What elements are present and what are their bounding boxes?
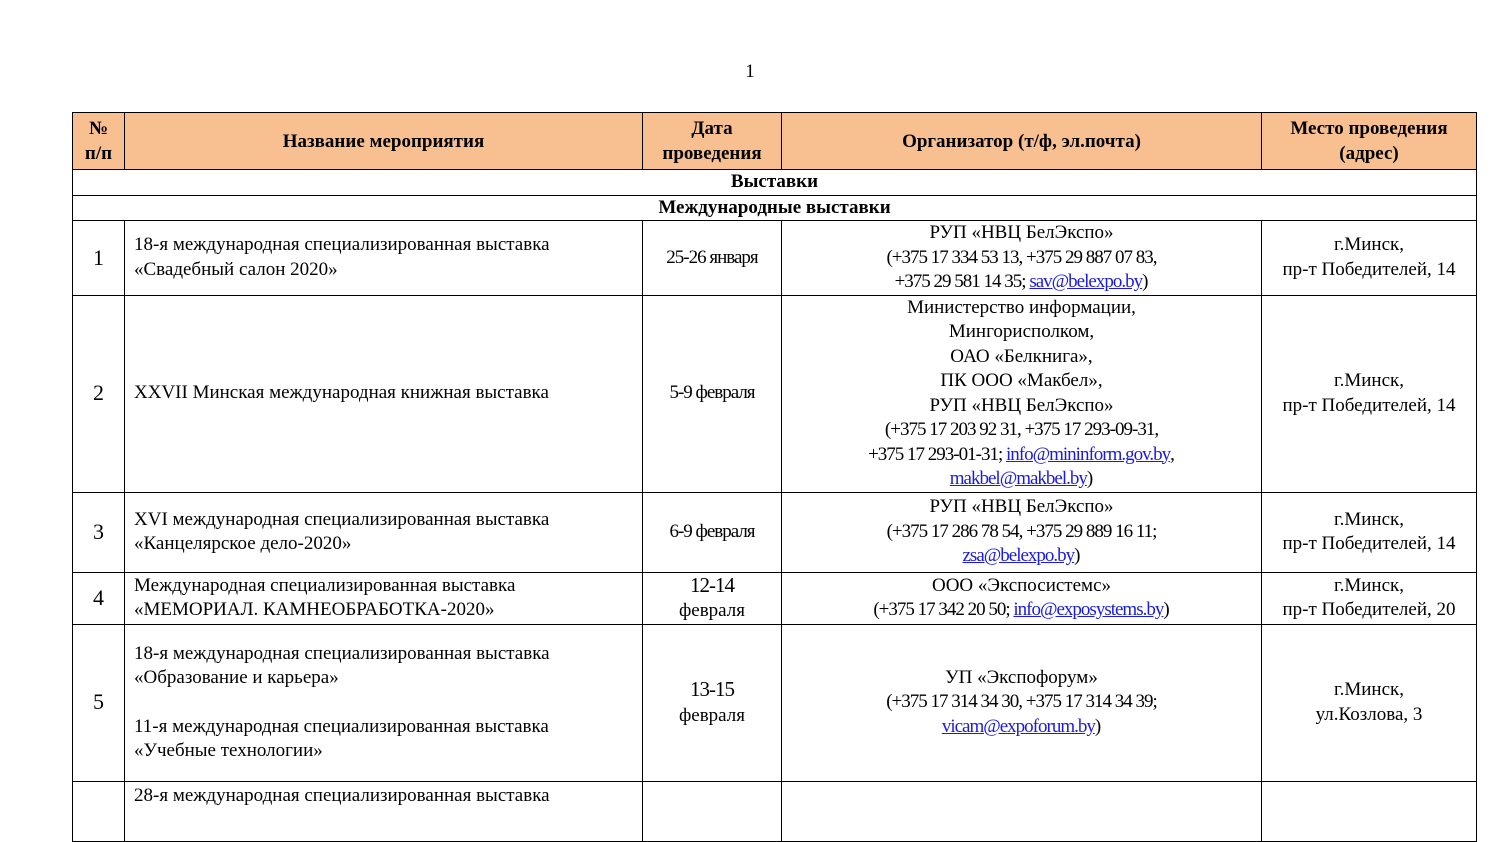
section-row-exhibitions	[73, 170, 1477, 196]
table-row	[73, 781, 1477, 841]
table-row	[73, 221, 1477, 296]
row-number	[73, 781, 125, 841]
event-date: 13-15 февраля	[643, 624, 782, 781]
section-title: Выставки	[73, 170, 1477, 196]
email-link[interactable]: zsa@belexpo.by	[962, 545, 1075, 567]
event-date: 5-9 февраля	[643, 295, 782, 492]
table-row	[73, 572, 1477, 624]
email-link[interactable]: makbel@makbel.by	[949, 468, 1087, 489]
event-venue: г.Минск, ул.Козлова, 3	[1262, 624, 1477, 781]
event-name: XXVII Минская международная книжная выставка	[125, 295, 643, 492]
event-organizer: ООО «Экспосистемс» (+375 17 342 20 50; info@exposystems.by)	[782, 572, 1262, 624]
event-date: 6-9 февраля	[643, 492, 782, 572]
row-number: 2	[73, 295, 125, 492]
email-link[interactable]: vicam@expoforum.by	[941, 715, 1095, 737]
row-number: 5	[73, 624, 125, 781]
page-number: 1	[745, 61, 755, 82]
header-organizer: Организатор (т/ф, эл.почта)	[782, 113, 1262, 170]
events-table	[72, 112, 1477, 842]
header-date: Дата проведения	[643, 113, 782, 170]
row-number: 4	[73, 572, 125, 624]
event-organizer: УП «Экспофорум» (+375 17 314 34 30, +375 17 314 34 39; vicam@expoforum.by)	[782, 624, 1262, 781]
email-link[interactable]: info@exposystems.by	[1013, 599, 1164, 620]
header-number: № п/п	[73, 113, 125, 170]
event-name: 18-я международная специализированная выставка «Свадебный салон 2020»	[125, 221, 643, 296]
event-date: 12-14 февраля	[643, 572, 782, 624]
section-title: Международные выставки	[73, 195, 1477, 221]
event-organizer	[782, 781, 1262, 841]
table-header-row	[73, 113, 1477, 170]
row-number: 1	[73, 221, 125, 296]
event-venue	[1262, 781, 1477, 841]
email-link[interactable]: info@mininform.gov.by	[1006, 443, 1171, 465]
event-venue: г.Минск, пр-т Победителей, 14	[1262, 221, 1477, 296]
event-venue: г.Минск, пр-т Победителей, 20	[1262, 572, 1477, 624]
event-organizer: РУП «НВЦ БелЭкспо» (+375 17 286 78 54, +375 29 889 16 11; zsa@belexpo.by)	[782, 492, 1262, 572]
event-name: XVI международная специализированная выставка «Канцелярское дело-2020»	[125, 492, 643, 572]
event-date	[643, 781, 782, 841]
event-date: 25-26 января	[643, 221, 782, 296]
event-organizer: РУП «НВЦ БелЭкспо» (+375 17 334 53 13, +375 29 887 07 83, +375 29 581 14 35; sav@belexpo.by)	[782, 221, 1262, 296]
table-row	[73, 295, 1477, 492]
event-name: 18-я международная специализированная выставка «Образование и карьера» 11-я международная специализированная выставка «Учебные технологии»	[125, 624, 643, 781]
row-number: 3	[73, 492, 125, 572]
table-row	[73, 624, 1477, 781]
event-venue: г.Минск, пр-т Победителей, 14	[1262, 295, 1477, 492]
email-link[interactable]: sav@belexpo.by	[1029, 271, 1143, 292]
event-venue: г.Минск, пр-т Победителей, 14	[1262, 492, 1477, 572]
event-organizer: Министерство информации, Мингорисполком, ОАО «Белкнига», ПК ООО «Макбел», РУП «НВЦ БелЭкспо» (+375 17 203 92 31, +375 17 293-09-31, +375 17 293-01-31; info@mininform.gov.by, makbel@makbel.by)	[782, 295, 1262, 492]
section-row-international	[73, 195, 1477, 221]
header-venue: Место проведения (адрес)	[1262, 113, 1477, 170]
event-name: Международная специализированная выставка «МЕМОРИАЛ. КАМНЕОБРАБОТКА-2020»	[125, 572, 643, 624]
header-event-name: Название мероприятия	[125, 113, 643, 170]
event-name: 28-я международная специализированная выставка	[125, 781, 643, 841]
table-row	[73, 492, 1477, 572]
